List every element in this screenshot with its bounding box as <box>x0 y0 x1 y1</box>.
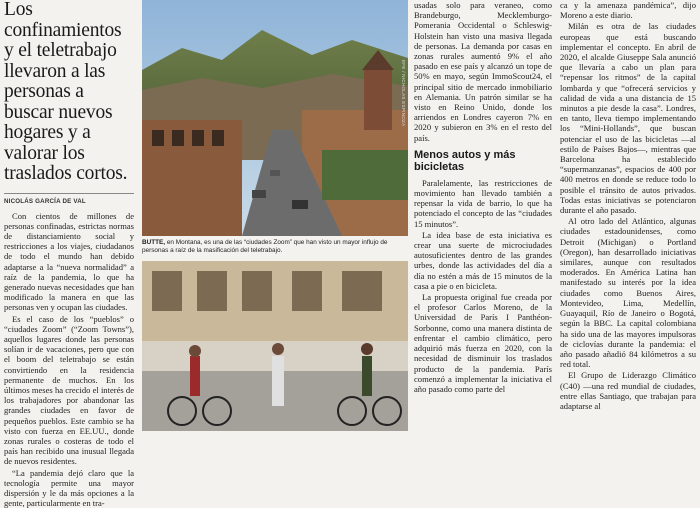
headline: Los confinamientos y el teletrabajo llevaron a las personas a buscar nuevos hogares y a valorar los traslados cortos. <box>4 0 128 184</box>
paragraph: Es el caso de los “pueblos” o “ciudades Zoom” (“Zoom Towns”), aquellos lugares donde las personas solían ir de vacaciones, pero que con el boom del teletrabajo se están convirtiendo en la residencia permanente de muchos. En los últimos meses ha crecido el interés de los trabajadores por abandonar las grandes ciudades en favor de pequeños pueblos. Este cambio se ha visto con fuerza en EE.UU., donde zonas rurales o costeras de todo el país han recibido una inusual llegada de nuevos residentes. <box>4 313 134 467</box>
photo-caption-lead: BUTTE, <box>142 239 166 246</box>
photo-caption <box>142 239 408 255</box>
subhead: Menos autos y más bicicletas <box>414 148 516 174</box>
photo-column <box>142 0 408 431</box>
photo-butte-wrapper <box>142 0 408 236</box>
paragraph: Al otro lado del Atlántico, algunas ciudades estadounidenses, como Detroit (Michigan) o Portland (Oregon), han desarrollado iniciativas similares, aunque con resultados moderados. En América Latina han manifestado su interés por la idea ciudades como Buenos Aires, Montevideo, Lima, Medellín, Guayaquil, Río de Janeiro o Bogotá, según la BBC. La capital colombiana ha sido una de las mayores impulsoras de ciclovías durante la pandemia: el año pasado añadió 84 kilómetros a su red total. <box>560 216 696 370</box>
column-3 <box>414 0 552 394</box>
paragraph: La propuesta original fue creada por el profesor Carlos Moreno, de la Universidad de París I Panthéon-Sorbonne, como una manera distinta de enfrentar el cambio climático, pero adquirió más fuerza en 2020, con la necesidad de disminuir los traslados producto de la pandemia. París comenzó a implementar la iniciativa el año pasado como parte del <box>414 292 552 394</box>
paragraph: Con cientos de millones de personas confinadas, estrictas normas de distanciamiento social y restricciones a los viajes, ciudadanos de todo el mundo han debido adaptarse a la “nueva normalidad” a raíz de la pandemia, lo que ha generado nuevas necesidades que han modificado la manera en que las personas ven y ocupan las ciudades. <box>4 210 134 313</box>
photo-caption-text: en Montana, es una de las “ciudades Zoom” que han visto un mayor influjo de personas a raíz de la masificación del teletrabajo. <box>142 239 388 254</box>
photo-credit: EFE / NICHOLAS ESPINOZA <box>401 60 406 127</box>
photo-cyclists <box>142 261 408 431</box>
column-1 <box>4 0 134 508</box>
byline: NICOLÁS GARCÍA DE VAL <box>4 193 134 205</box>
column-4 <box>560 0 696 411</box>
paragraph: Milán es otra de las ciudades europeas que está buscando implementar el concepto. En abril de 2020, el alcalde Giuseppe Sala anunció que llevaría a cabo un plan para “repensar los ritmos” de la capital lombarda y que “ofrecerá servicios y calidad de vida a una distancia de 15 minutos a pie desde la casa”. Londres, en tanto, lleva tiempo implementando los “Mini-Hollands”, que buscan potenciar el uso de las bicicletas —al estilo de Países Bajos—, mientras que Barcelona ha establecido “supermanzanas”, espacios de 400 por 400 metros en donde se reduce todo lo posible el tránsito de autos privados. Todas estas iniciativas se potenciaron durante el año pasado. <box>560 21 696 216</box>
paragraph: usadas solo para veraneo, como Brandeburgo, Mecklemburgo-Pomerania Occidental o Schleswig-Holstein han visto una masiva llegada de personas. La demanda por casas en zonas rurales aumentó 9% el año pasado en ese país y alcanzó un tope de 50% en mayo, según ImmoScout24, el principal sitio de mercado inmobiliario en Alemania. Un patrón similar se ha visto en Reino Unido, donde los arriendos en Londres cayeron 7% en 2020 y subieron en 3% en el resto del país. <box>414 0 552 143</box>
photo-butte-montana <box>142 0 408 236</box>
paragraph: ca y la amenaza pandémica”, dijo Moreno a este diario. <box>560 0 696 21</box>
paragraph: “La pandemia dejó claro que la tecnología permite una mayor dispersión y le da más opciones a la gente, particularmente en tra- <box>4 467 134 508</box>
paragraph: Paralelamente, las restricciones de movimiento han llevado también a repensar la vida de barrio, lo que ha potenciado el concepto de las “ciudades 15 minutos”. <box>414 177 552 229</box>
paragraph: La idea base de esta iniciativa es crear una suerte de microciudades autosuficientes dentro de las grandes urbes, donde las actividades del día a día no estén a más de 15 minutos de la casa a pie o en bicicleta. <box>414 229 552 291</box>
paragraph: El Grupo de Liderazgo Climático (C40) —una red mundial de ciudades, entre ellas Santiago, que trabajan para adaptarse al <box>560 370 696 411</box>
